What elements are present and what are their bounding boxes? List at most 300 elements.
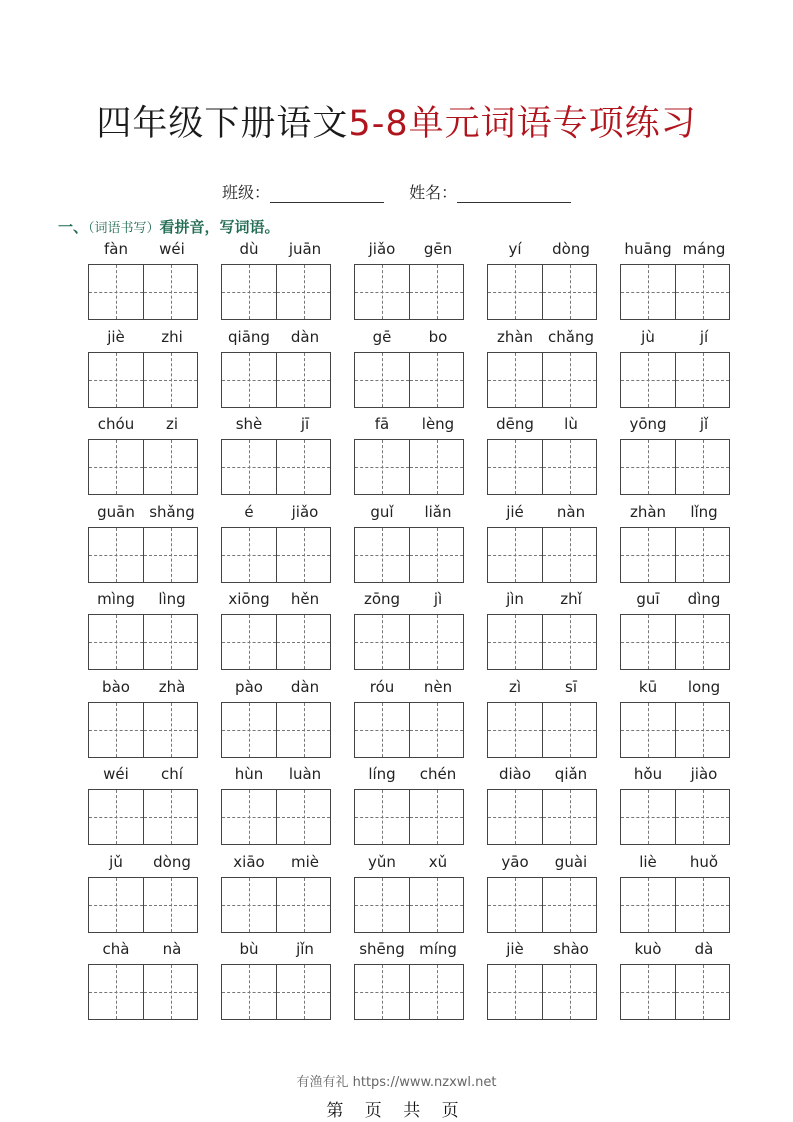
word-item bbox=[221, 849, 333, 935]
writing-box[interactable] bbox=[354, 264, 464, 320]
pinyin-label bbox=[221, 678, 333, 700]
pinyin-syllable: qiǎn bbox=[554, 765, 588, 783]
tian-grid-square[interactable] bbox=[143, 790, 197, 844]
writing-box[interactable] bbox=[354, 527, 464, 583]
tian-grid-square[interactable] bbox=[409, 703, 463, 757]
pinyin-syllable: huǒ bbox=[689, 852, 719, 871]
pinyin-syllable: wéi bbox=[103, 765, 129, 783]
pinyin-syllable: guī bbox=[636, 590, 660, 608]
pinyin-label bbox=[88, 765, 200, 787]
tian-grid-square[interactable] bbox=[675, 965, 729, 1019]
pinyin-syllable: dòng bbox=[552, 240, 590, 258]
tian-grid-square[interactable] bbox=[276, 265, 330, 319]
pinyin-label bbox=[88, 328, 200, 350]
tian-grid-square[interactable] bbox=[355, 265, 409, 319]
pinyin-syllable: liǎn bbox=[424, 502, 452, 521]
pinyin-label bbox=[221, 503, 333, 525]
tian-grid-square[interactable] bbox=[675, 790, 729, 844]
pinyin-syllable: chí bbox=[161, 765, 183, 783]
pinyin-label bbox=[88, 590, 200, 612]
writing-box[interactable] bbox=[221, 264, 331, 320]
word-item bbox=[88, 324, 200, 410]
pinyin-label bbox=[487, 678, 599, 700]
pinyin-label bbox=[88, 678, 200, 700]
word-item bbox=[620, 674, 732, 760]
pinyin-syllable: shè bbox=[235, 415, 263, 433]
tian-grid-square[interactable] bbox=[409, 528, 463, 582]
pinyin-syllable: qiāng bbox=[228, 327, 270, 346]
pinyin-syllable: diào bbox=[498, 765, 532, 783]
tian-grid-square[interactable] bbox=[621, 615, 675, 669]
tian-grid-square[interactable] bbox=[222, 878, 276, 932]
pinyin-syllable: máng bbox=[682, 240, 726, 258]
tian-grid-square[interactable] bbox=[143, 265, 197, 319]
pinyin-syllable: zōng bbox=[363, 590, 401, 608]
writing-box[interactable] bbox=[487, 789, 597, 845]
writing-box[interactable] bbox=[221, 527, 331, 583]
pinyin-syllable: lìng bbox=[158, 590, 186, 608]
pinyin-syllable: guǐ bbox=[370, 502, 394, 521]
pinyin-syllable: gēn bbox=[423, 240, 453, 258]
writing-box[interactable] bbox=[88, 527, 198, 583]
pinyin-syllable: zhǐ bbox=[560, 590, 582, 608]
tian-grid-square[interactable] bbox=[89, 965, 143, 1019]
tian-grid-square[interactable] bbox=[355, 615, 409, 669]
tian-grid-square[interactable] bbox=[355, 878, 409, 932]
tian-grid-square[interactable] bbox=[542, 878, 596, 932]
tian-grid-square[interactable] bbox=[621, 528, 675, 582]
pinyin-label bbox=[354, 328, 466, 350]
tian-grid-square[interactable] bbox=[488, 440, 542, 494]
tian-grid-square[interactable] bbox=[675, 615, 729, 669]
pinyin-label bbox=[354, 240, 466, 262]
word-item bbox=[221, 499, 333, 585]
writing-box[interactable] bbox=[620, 789, 730, 845]
word-item bbox=[88, 761, 200, 847]
tian-grid-square[interactable] bbox=[488, 528, 542, 582]
pinyin-label bbox=[620, 590, 732, 612]
word-item bbox=[620, 586, 732, 672]
pinyin-syllable: shēng bbox=[359, 940, 405, 958]
word-item bbox=[88, 936, 200, 1022]
pinyin-label bbox=[487, 240, 599, 262]
word-item bbox=[221, 936, 333, 1022]
pinyin-label bbox=[88, 503, 200, 525]
pinyin-label bbox=[620, 415, 732, 437]
pinyin-syllable: jié bbox=[506, 502, 524, 521]
pinyin-label bbox=[354, 590, 466, 612]
pinyin-syllable: chà bbox=[102, 940, 130, 958]
pinyin-syllable: dà bbox=[694, 940, 714, 958]
tian-grid-square[interactable] bbox=[409, 790, 463, 844]
pinyin-syllable: jì bbox=[433, 590, 443, 608]
pinyin-syllable: liè bbox=[639, 852, 657, 871]
tian-grid-square[interactable] bbox=[488, 965, 542, 1019]
pinyin-label bbox=[88, 940, 200, 962]
pinyin-syllable: kū bbox=[638, 677, 658, 696]
writing-box[interactable] bbox=[487, 964, 597, 1020]
tian-grid-square[interactable] bbox=[542, 528, 596, 582]
pinyin-label bbox=[221, 328, 333, 350]
tian-grid-square[interactable] bbox=[89, 353, 143, 407]
pinyin-syllable: jiǎo bbox=[368, 240, 396, 258]
pinyin-syllable: guài bbox=[554, 852, 588, 871]
pinyin-syllable: zi bbox=[165, 415, 179, 433]
tian-grid-square[interactable] bbox=[143, 353, 197, 407]
word-item bbox=[221, 761, 333, 847]
writing-box[interactable] bbox=[620, 264, 730, 320]
word-item bbox=[354, 324, 466, 410]
pinyin-syllable: é bbox=[244, 502, 254, 521]
pinyin-label bbox=[354, 678, 466, 700]
tian-grid-square[interactable] bbox=[89, 528, 143, 582]
word-item bbox=[487, 674, 599, 760]
pinyin-syllable: jǔ bbox=[109, 852, 123, 871]
pinyin-syllable: míng bbox=[419, 940, 457, 958]
word-item bbox=[487, 236, 599, 322]
tian-grid-square[interactable] bbox=[89, 790, 143, 844]
tian-grid-square[interactable] bbox=[89, 440, 143, 494]
writing-box[interactable] bbox=[88, 702, 198, 758]
pinyin-label bbox=[620, 765, 732, 787]
word-item bbox=[221, 236, 333, 322]
word-item bbox=[620, 761, 732, 847]
pinyin-syllable: wéi bbox=[159, 240, 185, 258]
tian-grid-square[interactable] bbox=[621, 878, 675, 932]
word-item bbox=[88, 586, 200, 672]
tian-grid-square[interactable] bbox=[222, 353, 276, 407]
pinyin-label bbox=[354, 415, 466, 437]
pinyin-syllable: zhà bbox=[158, 677, 186, 696]
writing-box[interactable] bbox=[88, 264, 198, 320]
class-field[interactable] bbox=[270, 186, 384, 203]
tian-grid-square[interactable] bbox=[143, 965, 197, 1019]
tian-grid-square[interactable] bbox=[542, 265, 596, 319]
tian-grid-square[interactable] bbox=[355, 965, 409, 1019]
section-number: 一、 bbox=[58, 218, 89, 236]
writing-box[interactable] bbox=[221, 439, 331, 495]
pinyin-syllable: jī bbox=[300, 415, 310, 433]
pinyin-syllable: luàn bbox=[288, 765, 322, 783]
tian-grid-square[interactable] bbox=[675, 528, 729, 582]
pinyin-syllable: jí bbox=[699, 327, 709, 346]
pinyin-syllable: chén bbox=[419, 765, 457, 783]
writing-box[interactable] bbox=[620, 964, 730, 1020]
tian-grid-square[interactable] bbox=[89, 703, 143, 757]
writing-box[interactable] bbox=[487, 614, 597, 670]
tian-grid-square[interactable] bbox=[542, 790, 596, 844]
pinyin-label bbox=[221, 940, 333, 962]
writing-box[interactable] bbox=[88, 614, 198, 670]
writing-box[interactable] bbox=[487, 264, 597, 320]
pinyin-label bbox=[620, 678, 732, 700]
pinyin-label bbox=[487, 415, 599, 437]
writing-box[interactable] bbox=[221, 789, 331, 845]
tian-grid-square[interactable] bbox=[621, 790, 675, 844]
pinyin-label bbox=[487, 503, 599, 525]
tian-grid-square[interactable] bbox=[621, 353, 675, 407]
class-label: 班级： bbox=[222, 183, 271, 202]
word-item bbox=[221, 586, 333, 672]
tian-grid-square[interactable] bbox=[143, 878, 197, 932]
tian-grid-square[interactable] bbox=[143, 703, 197, 757]
pinyin-syllable: yōng bbox=[629, 415, 667, 433]
word-item bbox=[88, 411, 200, 497]
pinyin-syllable: zhàn bbox=[496, 327, 534, 346]
tian-grid-square[interactable] bbox=[409, 265, 463, 319]
writing-box[interactable] bbox=[354, 702, 464, 758]
pinyin-label bbox=[487, 853, 599, 875]
tian-grid-square[interactable] bbox=[89, 265, 143, 319]
pinyin-label bbox=[620, 940, 732, 962]
tian-grid-square[interactable] bbox=[143, 528, 197, 582]
writing-box[interactable] bbox=[354, 964, 464, 1020]
writing-box[interactable] bbox=[88, 352, 198, 408]
tian-grid-square[interactable] bbox=[675, 878, 729, 932]
tian-grid-square[interactable] bbox=[621, 440, 675, 494]
pinyin-syllable: jiǎo bbox=[291, 502, 319, 521]
footer-site: 有渔有礼 https://www.nzxwl.net bbox=[296, 1075, 497, 1090]
writing-box[interactable] bbox=[620, 439, 730, 495]
tian-grid-square[interactable] bbox=[143, 440, 197, 494]
tian-grid-square[interactable] bbox=[276, 528, 330, 582]
tian-grid-square[interactable] bbox=[488, 790, 542, 844]
pinyin-syllable: jiào bbox=[690, 765, 718, 783]
word-item bbox=[487, 499, 599, 585]
tian-grid-square[interactable] bbox=[488, 265, 542, 319]
tian-grid-square[interactable] bbox=[488, 878, 542, 932]
writing-box[interactable] bbox=[221, 964, 331, 1020]
pinyin-syllable: juān bbox=[288, 240, 322, 258]
pinyin-label bbox=[354, 853, 466, 875]
pinyin-syllable: dēng bbox=[496, 415, 534, 433]
section-heading bbox=[58, 216, 280, 237]
pinyin-syllable: bào bbox=[102, 677, 130, 696]
tian-grid-square[interactable] bbox=[355, 703, 409, 757]
pinyin-syllable: dàn bbox=[290, 327, 320, 346]
word-item bbox=[88, 849, 200, 935]
word-item bbox=[354, 586, 466, 672]
writing-box[interactable] bbox=[221, 352, 331, 408]
writing-box[interactable] bbox=[620, 877, 730, 933]
tian-grid-square[interactable] bbox=[222, 790, 276, 844]
tian-grid-square[interactable] bbox=[143, 615, 197, 669]
page-title bbox=[0, 96, 793, 146]
tian-grid-square[interactable] bbox=[542, 615, 596, 669]
word-item bbox=[88, 499, 200, 585]
tian-grid-square[interactable] bbox=[276, 353, 330, 407]
title-highlight: 5-8单元词语专项练习 bbox=[348, 104, 697, 144]
tian-grid-square[interactable] bbox=[488, 703, 542, 757]
writing-box[interactable] bbox=[487, 527, 597, 583]
pinyin-syllable: jiè bbox=[107, 327, 125, 346]
word-item bbox=[221, 674, 333, 760]
name-field[interactable] bbox=[457, 186, 571, 203]
tian-grid-square[interactable] bbox=[409, 353, 463, 407]
tian-grid-square[interactable] bbox=[488, 615, 542, 669]
tian-grid-square[interactable] bbox=[222, 615, 276, 669]
tian-grid-square[interactable] bbox=[222, 965, 276, 1019]
writing-box[interactable] bbox=[88, 877, 198, 933]
word-item bbox=[487, 936, 599, 1022]
writing-box[interactable] bbox=[487, 352, 597, 408]
word-item bbox=[221, 411, 333, 497]
pinyin-syllable: xiōng bbox=[228, 590, 270, 608]
tian-grid-square[interactable] bbox=[222, 265, 276, 319]
tian-grid-square[interactable] bbox=[542, 353, 596, 407]
pinyin-label bbox=[88, 415, 200, 437]
pinyin-syllable: bo bbox=[428, 327, 448, 346]
tian-grid-square[interactable] bbox=[222, 440, 276, 494]
tian-grid-square[interactable] bbox=[675, 703, 729, 757]
word-item bbox=[354, 936, 466, 1022]
tian-grid-square[interactable] bbox=[488, 353, 542, 407]
pinyin-label bbox=[88, 853, 200, 875]
pinyin-syllable: zhi bbox=[161, 327, 183, 346]
word-item bbox=[354, 236, 466, 322]
pinyin-syllable: yāo bbox=[501, 852, 529, 871]
writing-box[interactable] bbox=[487, 439, 597, 495]
word-item bbox=[620, 936, 732, 1022]
title-main: 四年级下册语文 bbox=[96, 104, 349, 144]
writing-box[interactable] bbox=[354, 439, 464, 495]
pinyin-syllable: dàn bbox=[290, 677, 320, 696]
pinyin-syllable: sī bbox=[565, 677, 577, 696]
pinyin-syllable: yǔn bbox=[368, 852, 396, 871]
word-item bbox=[354, 499, 466, 585]
tian-grid-square[interactable] bbox=[621, 965, 675, 1019]
pinyin-syllable: xǔ bbox=[428, 852, 448, 871]
tian-grid-square[interactable] bbox=[675, 353, 729, 407]
tian-grid-square[interactable] bbox=[542, 440, 596, 494]
pinyin-syllable: kuò bbox=[634, 940, 662, 958]
word-item bbox=[620, 324, 732, 410]
tian-grid-square[interactable] bbox=[621, 265, 675, 319]
pinyin-syllable: zì bbox=[508, 677, 522, 696]
pinyin-label bbox=[88, 240, 200, 262]
tian-grid-square[interactable] bbox=[409, 878, 463, 932]
word-item bbox=[354, 849, 466, 935]
tian-grid-square[interactable] bbox=[409, 440, 463, 494]
tian-grid-square[interactable] bbox=[276, 878, 330, 932]
tian-grid-square[interactable] bbox=[355, 528, 409, 582]
pinyin-syllable: nà bbox=[162, 940, 182, 958]
pinyin-syllable: miè bbox=[290, 852, 319, 871]
pinyin-syllable: hǒu bbox=[633, 765, 663, 783]
word-item bbox=[88, 236, 200, 322]
writing-box[interactable] bbox=[221, 614, 331, 670]
pinyin-syllable: róu bbox=[369, 677, 395, 696]
tian-grid-square[interactable] bbox=[276, 440, 330, 494]
pinyin-syllable: long bbox=[687, 677, 721, 696]
word-item bbox=[354, 761, 466, 847]
writing-box[interactable] bbox=[354, 352, 464, 408]
tian-grid-square[interactable] bbox=[276, 790, 330, 844]
pinyin-syllable: bù bbox=[239, 940, 259, 958]
pinyin-syllable: jǐn bbox=[296, 940, 314, 958]
writing-box[interactable] bbox=[620, 702, 730, 758]
pinyin-label bbox=[354, 503, 466, 525]
tian-grid-square[interactable] bbox=[276, 703, 330, 757]
pinyin-syllable: jù bbox=[641, 327, 655, 346]
tian-grid-square[interactable] bbox=[276, 615, 330, 669]
writing-box[interactable] bbox=[354, 789, 464, 845]
tian-grid-square[interactable] bbox=[542, 703, 596, 757]
word-item bbox=[620, 499, 732, 585]
tian-grid-square[interactable] bbox=[276, 965, 330, 1019]
pinyin-syllable: lǐng bbox=[690, 502, 718, 521]
writing-box[interactable] bbox=[620, 527, 730, 583]
word-item bbox=[354, 411, 466, 497]
pinyin-label bbox=[487, 328, 599, 350]
pinyin-syllable: líng bbox=[368, 765, 396, 783]
writing-box[interactable] bbox=[487, 877, 597, 933]
pinyin-syllable: shǎng bbox=[149, 502, 195, 521]
writing-box[interactable] bbox=[487, 702, 597, 758]
pinyin-syllable: hùn bbox=[234, 765, 264, 783]
pinyin-syllable: dìng bbox=[687, 590, 721, 608]
tian-grid-square[interactable] bbox=[355, 353, 409, 407]
word-item bbox=[620, 411, 732, 497]
tian-grid-square[interactable] bbox=[355, 440, 409, 494]
writing-box[interactable] bbox=[221, 877, 331, 933]
pinyin-syllable: jǐ bbox=[699, 415, 709, 433]
pinyin-syllable: huāng bbox=[624, 240, 672, 258]
writing-box[interactable] bbox=[88, 964, 198, 1020]
writing-box[interactable] bbox=[620, 352, 730, 408]
writing-box[interactable] bbox=[354, 614, 464, 670]
writing-box[interactable] bbox=[620, 614, 730, 670]
pinyin-label bbox=[620, 853, 732, 875]
tian-grid-square[interactable] bbox=[409, 615, 463, 669]
writing-box[interactable] bbox=[221, 702, 331, 758]
pinyin-label bbox=[354, 765, 466, 787]
word-item bbox=[354, 674, 466, 760]
pinyin-label bbox=[221, 853, 333, 875]
word-item bbox=[487, 324, 599, 410]
pinyin-label bbox=[221, 765, 333, 787]
pinyin-syllable: fā bbox=[374, 415, 390, 433]
tian-grid-square[interactable] bbox=[675, 265, 729, 319]
pinyin-label bbox=[487, 940, 599, 962]
pinyin-syllable: xiāo bbox=[233, 852, 265, 871]
word-item bbox=[487, 411, 599, 497]
tian-grid-square[interactable] bbox=[621, 703, 675, 757]
pinyin-syllable: pào bbox=[235, 677, 263, 696]
pinyin-label bbox=[487, 765, 599, 787]
tian-grid-square[interactable] bbox=[355, 790, 409, 844]
writing-box[interactable] bbox=[88, 439, 198, 495]
pinyin-syllable: fàn bbox=[104, 240, 128, 258]
pinyin-label bbox=[221, 415, 333, 437]
tian-grid-square[interactable] bbox=[222, 703, 276, 757]
tian-grid-square[interactable] bbox=[675, 440, 729, 494]
pinyin-syllable: jiè bbox=[506, 940, 524, 958]
pinyin-label bbox=[221, 590, 333, 612]
tian-grid-square[interactable] bbox=[89, 878, 143, 932]
word-item bbox=[620, 236, 732, 322]
word-item bbox=[487, 586, 599, 672]
tian-grid-square[interactable] bbox=[89, 615, 143, 669]
tian-grid-square[interactable] bbox=[409, 965, 463, 1019]
writing-box[interactable] bbox=[88, 789, 198, 845]
writing-box[interactable] bbox=[354, 877, 464, 933]
tian-grid-square[interactable] bbox=[222, 528, 276, 582]
tian-grid-square[interactable] bbox=[542, 965, 596, 1019]
pinyin-syllable: mìng bbox=[97, 590, 135, 608]
pinyin-syllable: jìn bbox=[506, 590, 524, 608]
pinyin-syllable: dòng bbox=[153, 852, 191, 871]
